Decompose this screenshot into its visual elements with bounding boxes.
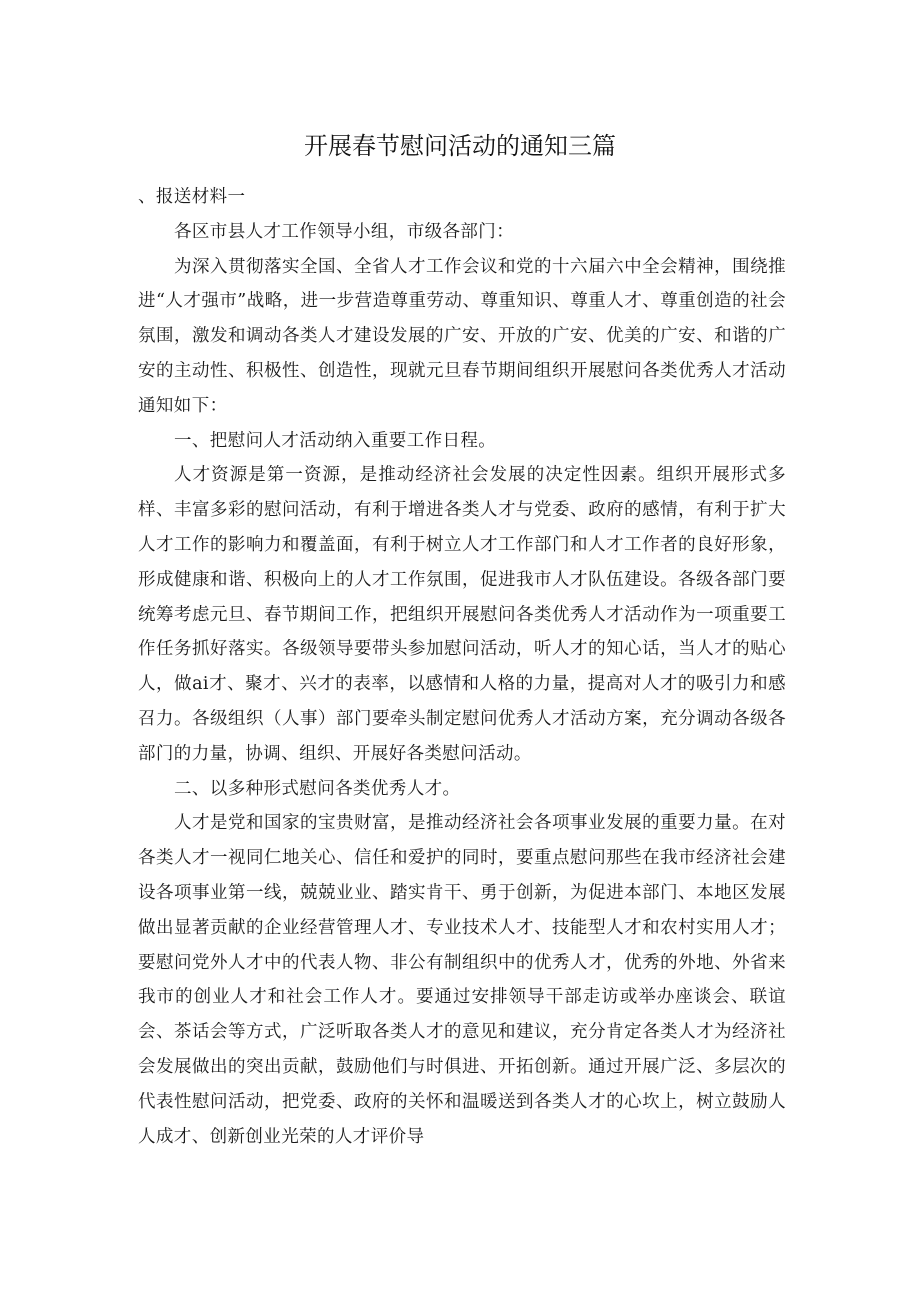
paragraph-two: 人才是党和国家的宝贵财富，是推动经济社会各项事业发展的重要力量。在对各类人才一视同仁地关心、信任和爱护的同时，要重点慰问那些在我市经济社会建设各项事业第一线，兢兢业业、踏实肯干、勇于创新，为促进本部门、本地区发展做出显著贡献的企业经营管理人才、专业技术人才、技能型人才和农村实用人才；要慰问党外人才中的代表人物、非公有制组织中的优秀人才，优秀的外地、外省来我市的创业人才和社会工作人才。要通过安排领导干部走访或举办座谈会、联谊会、茶话会等方式，广泛听取各类人才的意见和建议，充分肯定各类人才为经济社会发展做出的突出贡献，鼓励他们与时俱进、开拓创新。通过开展广泛、多层次的代表性慰问活动，把党委、政府的关怀和温暖送到各类人才的心坎上，树立鼓励人人成才、创新创业光荣的人才评价导 (138, 813, 786, 1147)
heading-one: 一、把慰问人才活动纳入重要工作日程。 (174, 430, 497, 451)
paragraph-intro: 为深入贯彻落实全国、全省人才工作会议和党的十六届六中全会精神，围绕推进“人才强市”战略，进一步营造尊重劳动、尊重知识、尊重人才、尊重创造的社会氛围，激发和调动各类人才建设发展的广安、开放的广安、优美的广安、和谐的广安的主动性、积极性、创造性，现就元旦春节期间组织开展慰问各类优秀人才活动通知如下： (138, 256, 786, 416)
paragraph-one: 人才资源是第一资源，是推动经济社会发展的决定性因素。组织开展形式多样、丰富多彩的慰问活动，有利于增进各类人才与党委、政府的感情，有利于扩大人才工作的影响力和覆盖面，有利于树立人才工作部门和人才工作者的良好形象，形成健康和谐、积极向上的人才工作氛围，促进我市人才队伍建设。各级各部门要统筹考虑元旦、春节期间工作，把组织开展慰问各类优秀人才活动作为一项重要工作任务抓好落实。各级领导要带头参加慰问活动，听人才的知心话，当人才的贴心人，做ai才、聚才、兴才的表率，以感情和人格的力量，提高对人才的吸引力和感召力。各级组织（人事）部门要牵头制定慰问优秀人才活动方案，充分调动各级各部门的力量，协调、组织、开展好各类慰问活动。 (138, 465, 786, 764)
heading-two: 二、以多种形式慰问各类优秀人才。 (174, 778, 461, 799)
section-label: 、报送材料一 (138, 187, 246, 207)
salutation: 各区市县人才工作领导小组，市级各部门： (174, 221, 515, 242)
document-title: 开展春节慰问活动的通知三篇 (304, 132, 616, 160)
document-body (138, 180, 786, 1154)
